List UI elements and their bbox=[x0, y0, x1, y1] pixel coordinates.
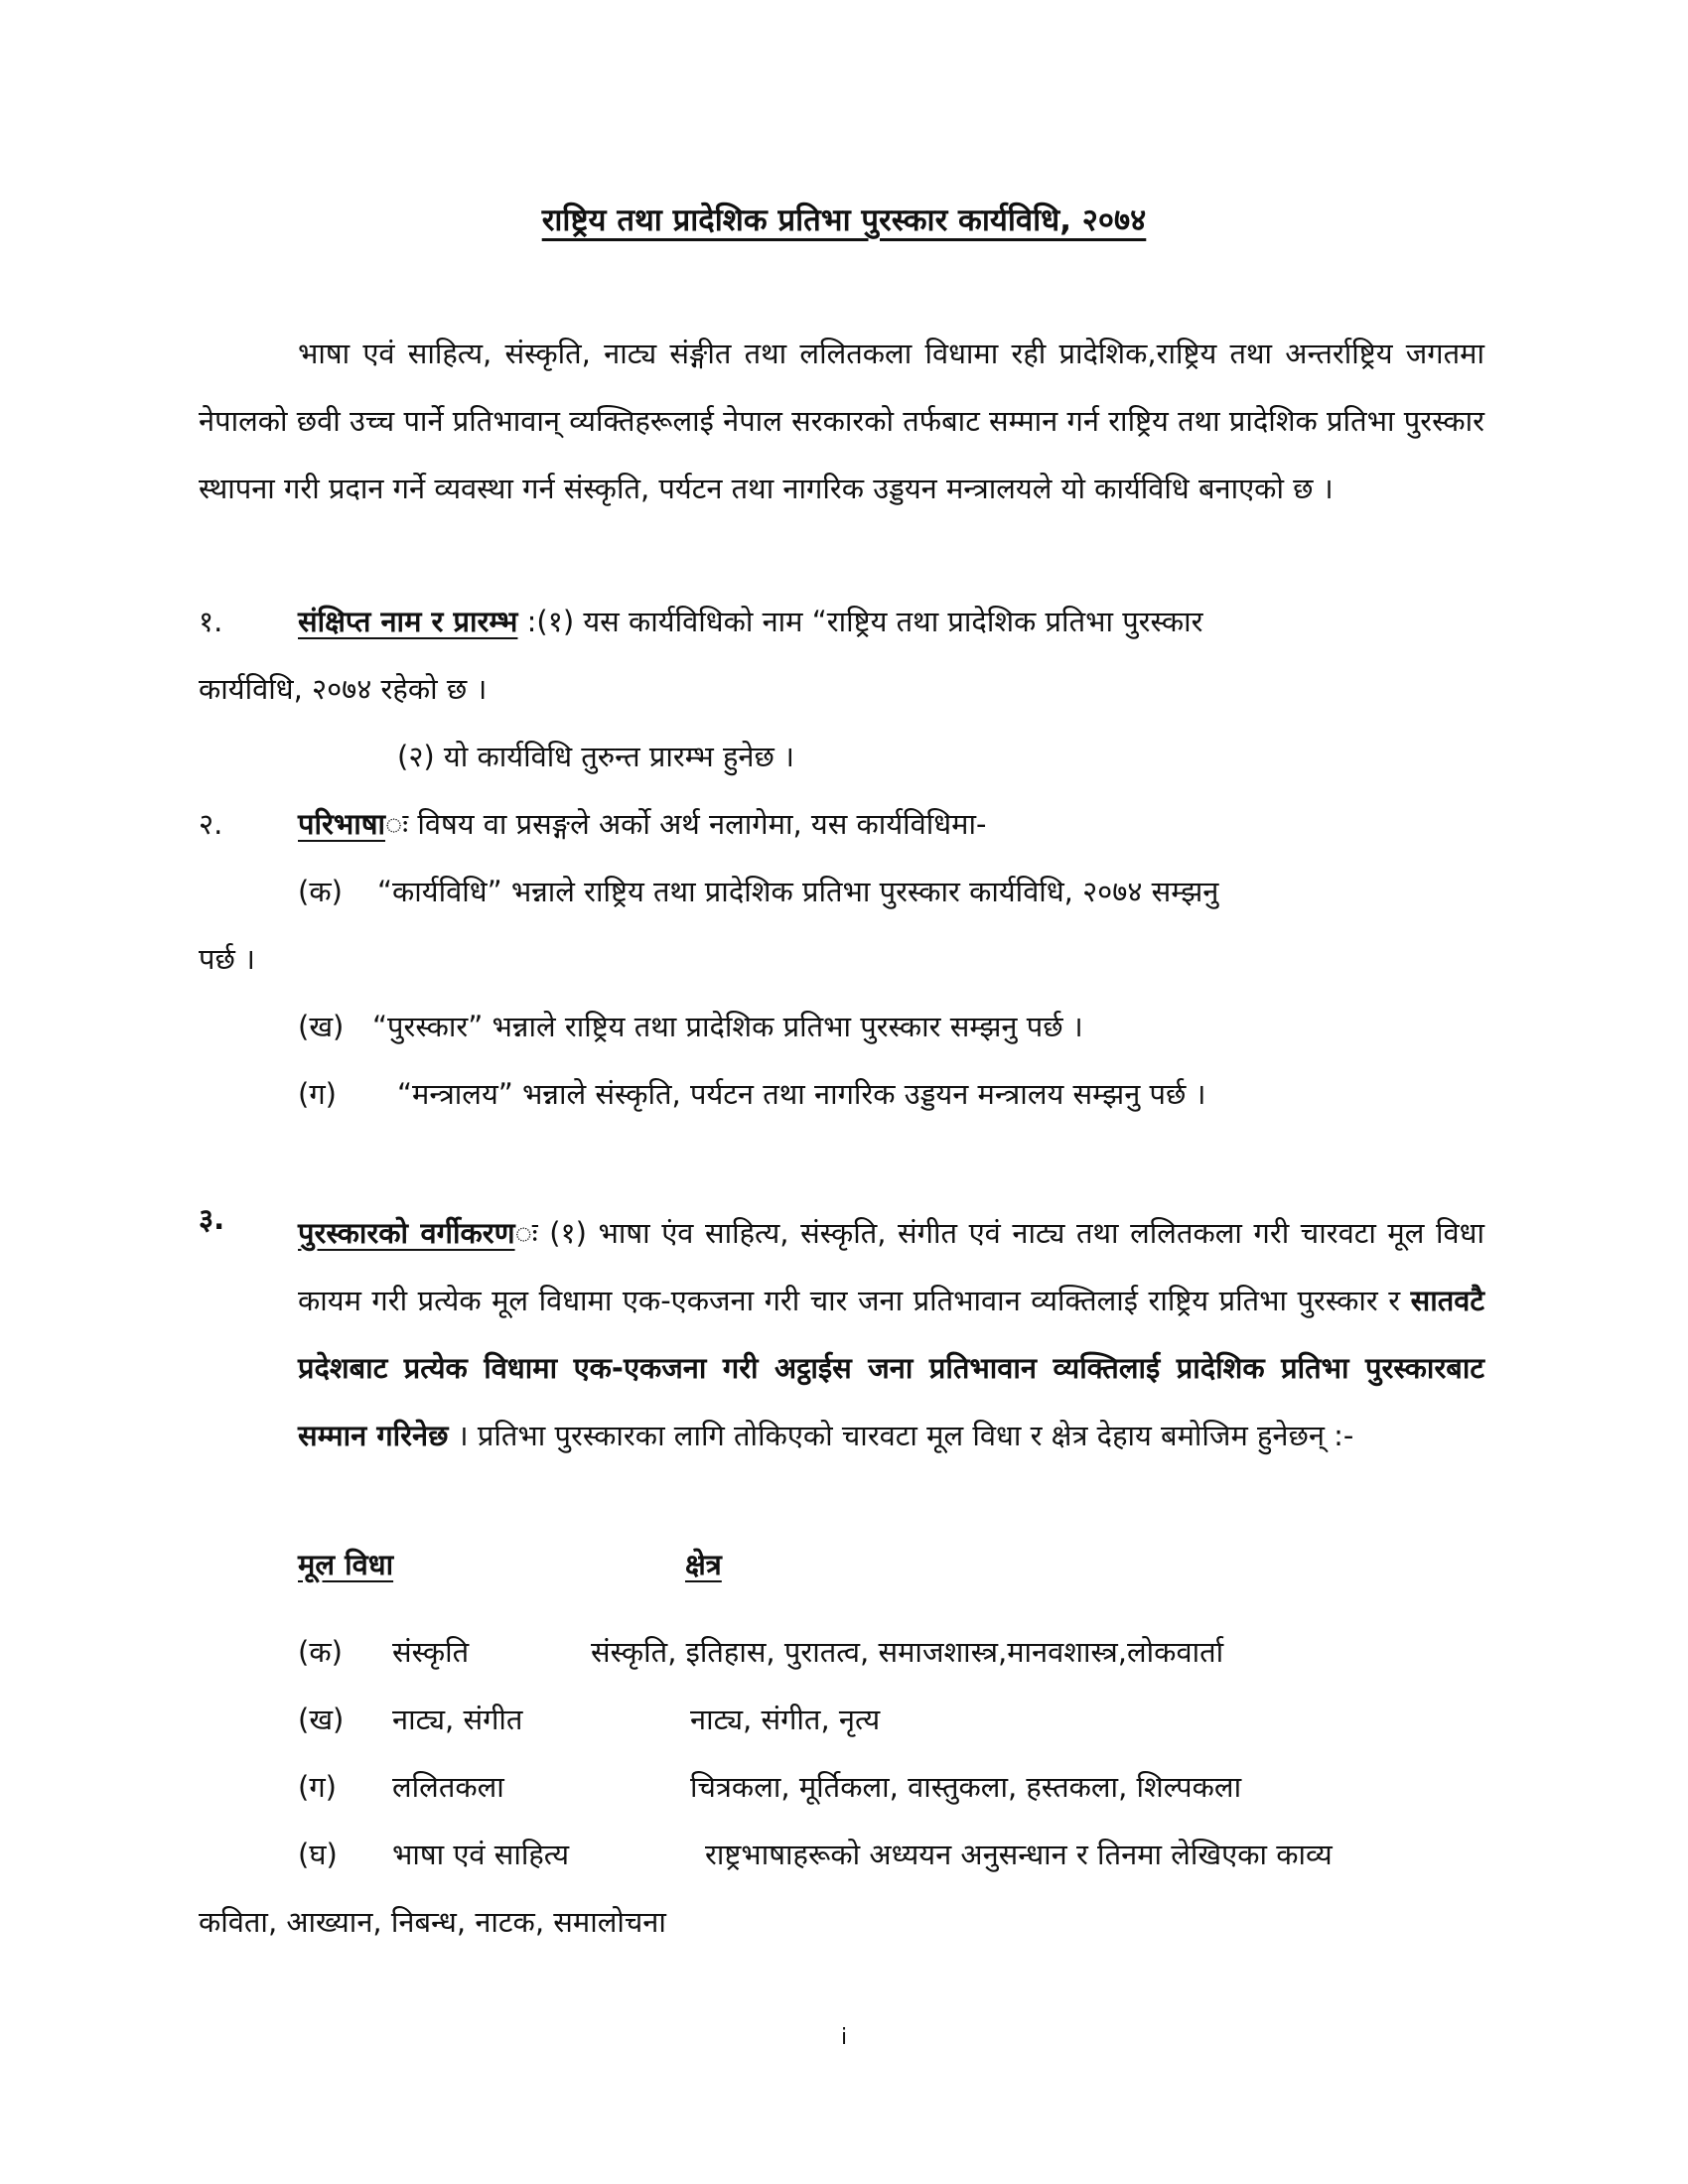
section-3-text-bold: सातवटै प्रदेशबाट प्रत्येक विधामा एक-एकजना गरी अट्ठाईस जना प्रतिभावान व्यक्तिलाई प्रादेशिक प्रतिभा पुरस्कारबाट सम्मान गरिनेछ bbox=[298, 1284, 1484, 1452]
section-1-number: १. bbox=[199, 605, 223, 638]
section-1-line-1 bbox=[298, 602, 1484, 640]
def-ga-text: “मन्त्रालय” भन्नाले संस्कृति, पर्यटन तथा नागरिक उड्डयन मन्त्रालय सम्झनु पर्छ । bbox=[397, 1077, 1206, 1111]
row-kha-field: नाट्य, संगीत, नृत्य bbox=[690, 1703, 881, 1736]
row-gha-field: राष्ट्रभाषाहरूको अध्ययन अनुसन्धान र तिनमा लेखिएका काव्य bbox=[705, 1838, 1333, 1871]
column-heading-genre: मूल विधा bbox=[298, 1548, 394, 1581]
column-heading-field: क्षेत्र bbox=[685, 1548, 722, 1581]
section-3-number: ३. bbox=[199, 1202, 225, 1236]
def-kha-label: (ख) bbox=[298, 1010, 345, 1043]
document-title: राष्ट्रिय तथा प्रादेशिक प्रतिभा पुरस्कार कार्यविधि, २०७४ bbox=[541, 203, 1147, 238]
section-1-heading: संक्षिप्त नाम र प्रारम्भ bbox=[298, 605, 518, 638]
row-ga-field: चित्रकला, मूर्तिकला, वास्तुकला, हस्तकला, शिल्पकला bbox=[690, 1770, 1242, 1804]
def-ka-cont: पर्छ । bbox=[199, 942, 256, 976]
section-3-text-b: । प्रतिभा पुरस्कारका लागि तोकिएको चारवटा मूल विधा र क्षेत्र देहाय बमोजिम हुनेछन् :- bbox=[448, 1419, 1354, 1452]
def-ka-text: “कार्यविधि” भन्नाले राष्ट्रिय तथा प्रादेशिक प्रतिभा पुरस्कार कार्यविधि, २०७४ सम्झनु bbox=[377, 875, 1219, 908]
row-ka-label: (क) bbox=[298, 1635, 343, 1669]
intro-paragraph: भाषा एवं साहित्य, संस्कृति, नाट्य संङ्गीत तथा ललितकला विधामा रही प्रादेशिक,राष्ट्रिय तथा अन्तर्राष्ट्रिय जगतमा नेपालको छवी उच्च पार्ने प्रतिभावान् व्यक्तिहरूलाई नेपाल सरकारको तर्फबाट सम्मान गर्न राष्ट्रिय तथा प्रादेशिक प्रतिभा पुरस्कार स्थापना गरी प्रदान गर्ने व्यवस्था गर्न संस्कृति, पर्यटन तथा नागरिक उड्डयन मन्त्रालयले यो कार्यविधि बनाएको छ । bbox=[199, 337, 1484, 505]
section-1-line-2: कार्यविधि, २०७४ रहेको छ । bbox=[199, 672, 488, 706]
row-gha-field-cont: कविता, आख्यान, निबन्ध, नाटक, समालोचना bbox=[199, 1905, 666, 1939]
section-2-number: २. bbox=[199, 807, 223, 841]
def-ga-label: (ग) bbox=[298, 1077, 337, 1111]
section-1-text: :(१) यस कार्यविधिको नाम “राष्ट्रिय तथा प्रादेशिक प्रतिभा पुरस्कार bbox=[517, 605, 1203, 638]
row-gha-label: (घ) bbox=[298, 1838, 338, 1871]
section-3-paragraph bbox=[298, 1199, 1484, 1469]
row-ga-genre: ललितकला bbox=[392, 1770, 504, 1804]
row-ka-genre: संस्कृति bbox=[392, 1635, 470, 1669]
row-ka-field: संस्कृति, इतिहास, पुरातत्व, समाजशास्त्र,मानवशास्त्र,लोकवार्ता bbox=[591, 1635, 1224, 1669]
section-3-heading: पुरस्कारको वर्गीकरण bbox=[298, 1216, 515, 1250]
section-2-text: ः विषय वा प्रसङ्गले अर्को अर्थ नलागेमा, यस कार्यविधिमा- bbox=[385, 807, 987, 841]
section-3-text-a: ः (१) भाषा एंव साहित्य, संस्कृति, संगीत एवं नाट्य तथा ललितकला गरी चारवटा मूल विधा कायम गरी प्रत्येक मूल विधामा एक-एकजना गरी चार जना प्रतिभावान व्यक्तिलाई राष्ट्रिय प्रतिभा पुरस्कार र bbox=[298, 1216, 1484, 1317]
def-ka-label: (क) bbox=[298, 875, 343, 908]
row-kha-genre: नाट्य, संगीत bbox=[392, 1703, 523, 1736]
section-2-line bbox=[298, 804, 986, 843]
row-ga-label: (ग) bbox=[298, 1770, 337, 1804]
section-2-heading: परिभाषा bbox=[298, 807, 386, 841]
row-gha-genre: भाषा एवं साहित्य bbox=[392, 1838, 570, 1871]
section-1-sub-2: (२) यो कार्यविधि तुरुन्त प्रारम्भ हुनेछ । bbox=[397, 740, 795, 773]
def-kha-text: “पुरस्कार” भन्नाले राष्ट्रिय तथा प्रादेशिक प्रतिभा पुरस्कार सम्झनु पर्छ । bbox=[372, 1010, 1083, 1043]
row-kha-label: (ख) bbox=[298, 1703, 345, 1736]
page-number: i bbox=[840, 2025, 848, 2050]
